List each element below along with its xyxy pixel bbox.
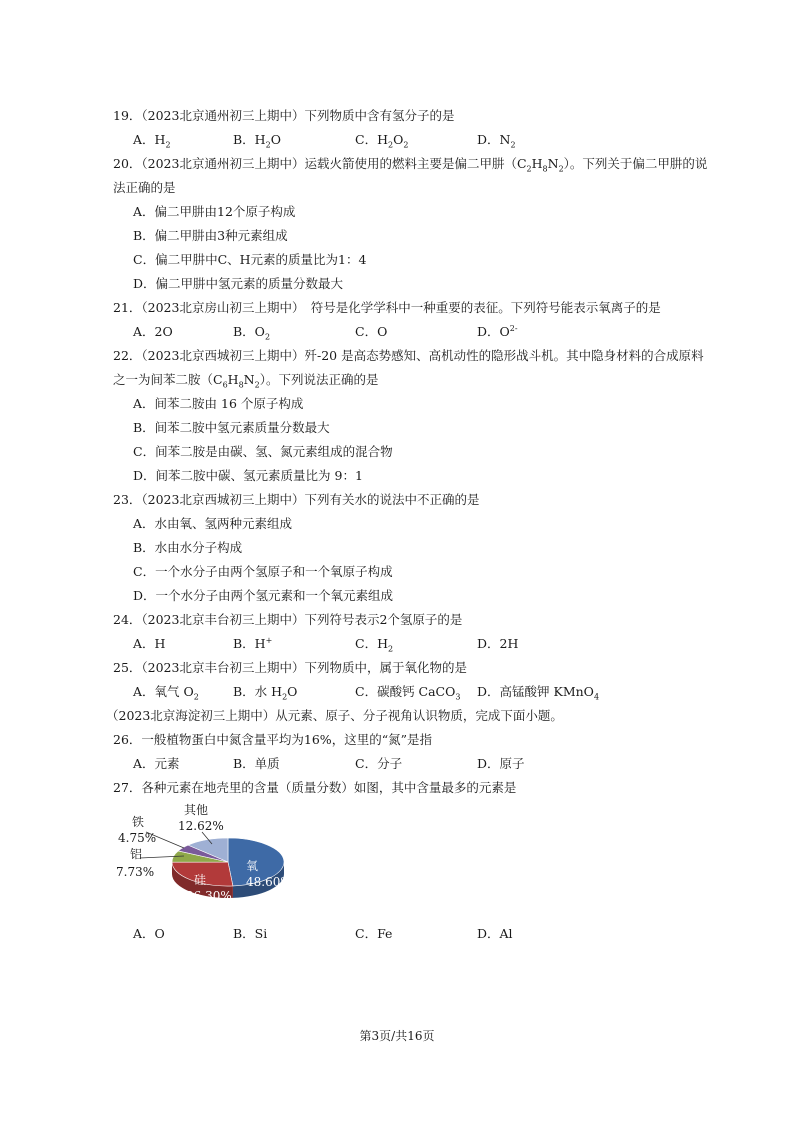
- q27-option-2: C．Fe: [355, 926, 393, 941]
- question-5-stem-line-0: 24．（2023北京丰台初三上期中）下列符号表示2个氢原子的是: [113, 612, 463, 627]
- question-8-option-1: B．单质: [233, 756, 280, 771]
- pie-value-4: 12.62%: [178, 819, 224, 833]
- question-8-option-0: A．元素: [133, 756, 180, 771]
- question-6-option-0: A．氧气 $O_2$: [133, 684, 199, 702]
- question-8-option-2: C．分子: [355, 756, 403, 771]
- question-2-stem-line-0: 21．（2023北京房山初三上期中） 符号是化学学科中一种重要的表征。下列符号能表示氧离子的是: [113, 300, 661, 315]
- pie-value-2: 7.73%: [116, 865, 155, 879]
- question-8-stem-line-0: 26．一般植物蛋白中氮含量平均为16%，这里的“氮”是指: [113, 732, 432, 747]
- pie-value-0: 48.60%: [246, 875, 292, 889]
- pie-value-3: 4.75%: [118, 831, 157, 845]
- question-1-option-0: A．偏二甲肼由12个原子构成: [133, 204, 296, 219]
- question-2-option-0: A．2O: [133, 324, 173, 339]
- question-1-option-2: C．偏二甲肼中C、H元素的质量比为1：4: [133, 252, 367, 267]
- question-4-option-1: B．水由水分子构成: [133, 540, 243, 555]
- question-0-option-0: A．$H_2$: [133, 132, 171, 150]
- question-9-stem-line-0: 27．各种元素在地壳里的含量（质量分数）如图，其中含量最多的元素是: [113, 780, 517, 795]
- question-2-option-1: B．$O_2$: [233, 324, 271, 342]
- question-2-option-3: D．$O^{2-}$: [477, 323, 518, 339]
- question-3-stem-line-1: 之一为间苯二胺$(C_6H_8N_2)$。下列说法正确的是: [113, 372, 379, 390]
- question-3-option-3: D．间苯二胺中碳、氢元素质量比为 9：1: [133, 468, 363, 483]
- question-3-option-1: B．间苯二胺中氢元素质量分数最大: [133, 420, 330, 435]
- question-0-option-3: D．$N_2$: [477, 132, 516, 150]
- question-3-stem-line-0: 22．（2023北京西城初三上期中）歼-20 是高态势感知、高机动性的隐形战斗机。其中隐身材料的合成原料: [113, 348, 704, 363]
- question-2-option-2: C．O: [355, 324, 388, 339]
- pie-label-1: 硅: [194, 873, 207, 887]
- pie-label-4: 其他: [184, 803, 209, 817]
- question-5-option-2: C．$H_2$: [355, 636, 394, 654]
- pie-label-3: 铁: [132, 815, 145, 829]
- question-0-option-1: B．$H_2O$: [233, 132, 281, 150]
- question-3-option-0: A．间苯二胺由 16 个原子构成: [133, 396, 304, 411]
- q27-option-3: D．Al: [477, 926, 513, 941]
- question-6-stem-line-0: 25．（2023北京丰台初三上期中）下列物质中，属于氧化物的是: [113, 660, 467, 675]
- pie-label-2: 铝: [130, 847, 143, 861]
- question-5-option-3: D．2H: [477, 636, 519, 651]
- question-7-stem-line-0: （2023北京海淀初三上期中）从元素、原子、分子视角认识物质，完成下面小题。: [106, 708, 563, 723]
- question-4-option-2: C．一个水分子由两个氢原子和一个氧原子构成: [133, 564, 393, 579]
- pie-label-0: 氧: [246, 859, 259, 873]
- question-5-option-1: B．H+: [233, 635, 273, 651]
- pie-value-1: 26.30%: [186, 889, 232, 903]
- question-1-option-1: B．偏二甲肼由3种元素组成: [133, 228, 288, 243]
- question-5-option-0: A．H: [133, 636, 166, 651]
- question-3-option-2: C．间苯二胺是由碳、氢、氮元素组成的混合物: [133, 444, 393, 459]
- crust-element-pie-chart: [110, 800, 300, 918]
- question-8-option-3: D．原子: [477, 756, 525, 771]
- question-1-stem-line-0: 20．（2023北京通州初三上期中）运载火箭使用的燃料主要是偏二甲肼$(C_2H_8N_2)$。下列关于偏二甲肼的说: [113, 156, 708, 174]
- q27-option-0: A．O: [133, 926, 165, 941]
- question-6-option-2: C．碳酸钙 CaCO$_3$: [355, 684, 461, 702]
- q27-option-1: B．Si: [233, 926, 268, 941]
- question-0-option-2: C．$H_2O_2$: [355, 132, 409, 150]
- question-4-option-3: D．一个水分子由两个氢元素和一个氧元素组成: [133, 588, 394, 603]
- question-4-stem-line-0: 23．（2023北京西城初三上期中）下列有关水的说法中不正确的是: [113, 492, 480, 507]
- page-footer: 第3页/共16页: [359, 1029, 435, 1043]
- question-6-option-1: B．水 $H_2O$: [233, 684, 298, 702]
- question-0-stem-line-0: 19．（2023北京通州初三上期中）下列物质中含有氢分子的是: [113, 108, 455, 123]
- question-1-option-3: D．偏二甲肼中氢元素的质量分数最大: [133, 276, 344, 291]
- question-4-option-0: A．水由氧、氢两种元素组成: [133, 516, 293, 531]
- question-1-stem-line-1: 法正确的是: [113, 180, 176, 195]
- question-6-option-3: D．高锰酸钾 KMnO$_4$: [477, 684, 600, 702]
